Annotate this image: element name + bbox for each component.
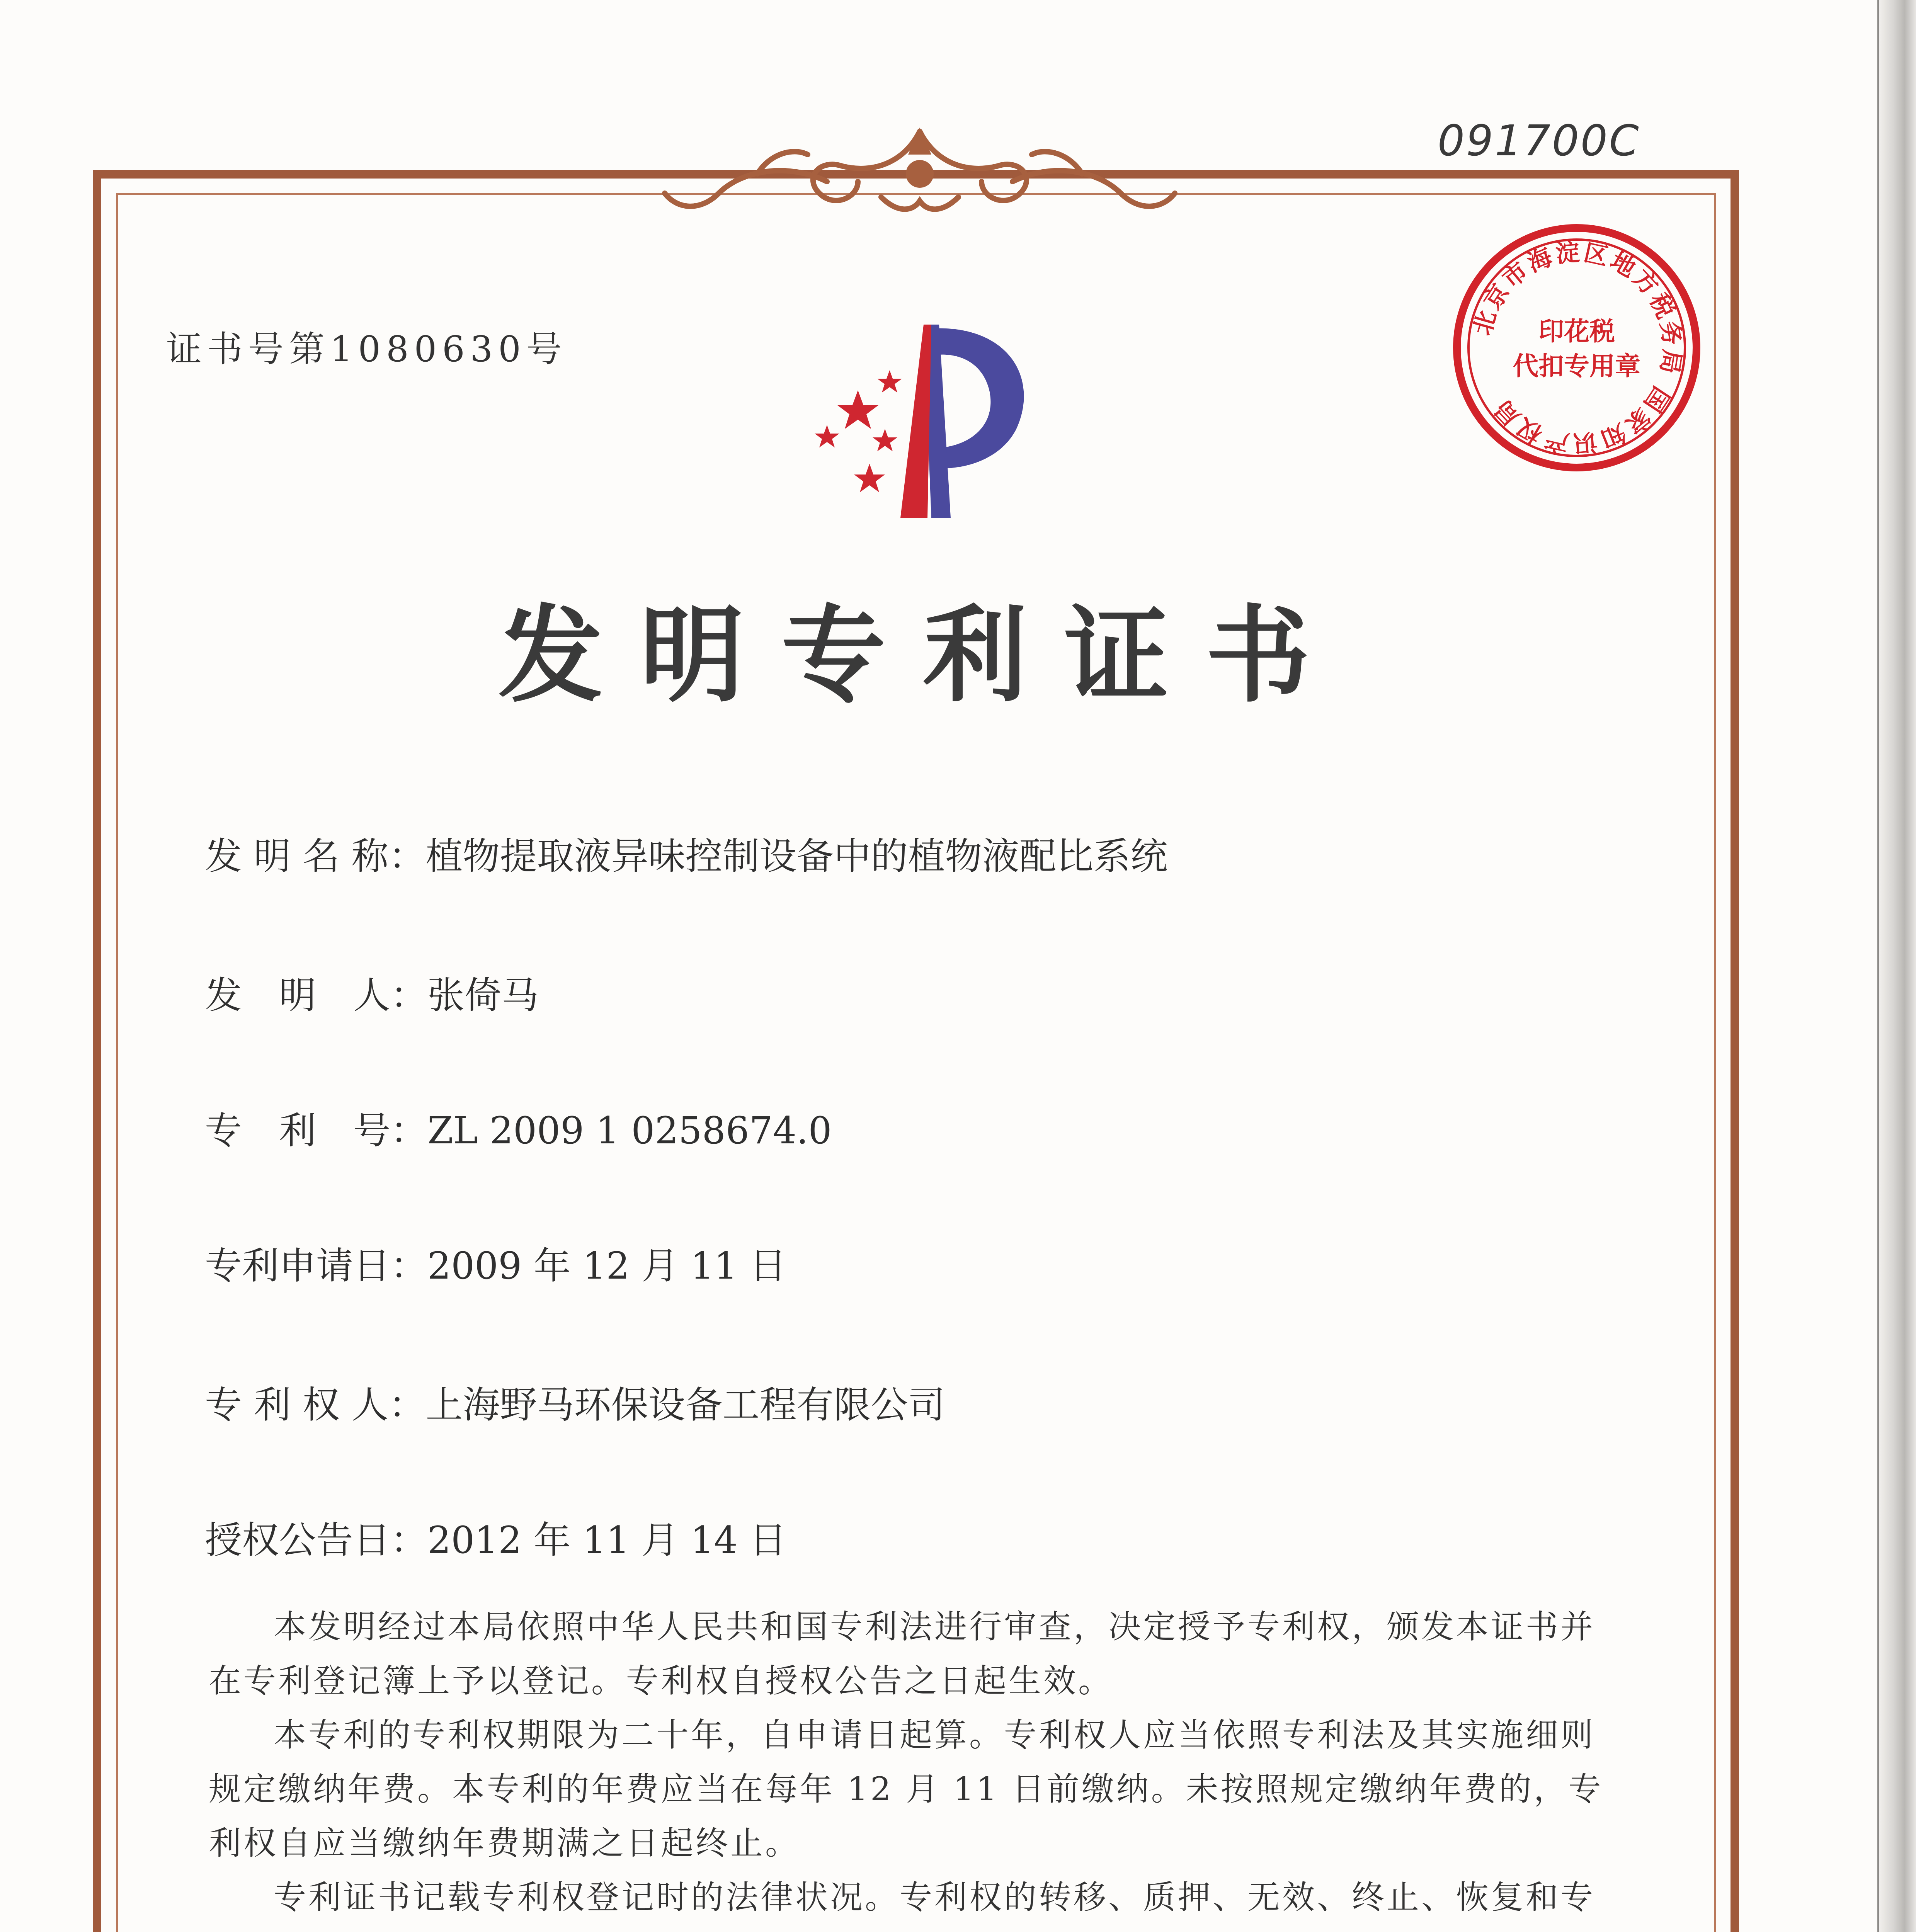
field-patent-number [205, 1101, 832, 1154]
certificate-number: 证书号第1080630号 [166, 328, 567, 370]
field-inventor [205, 966, 539, 1019]
svg-text:北京市海淀区地方税务局 国家知识产权局: 北京市海淀区地方税务局 国家知识产权局 [1468, 238, 1687, 458]
svg-text:代扣专用章: 代扣专用章 [1513, 351, 1640, 381]
paragraph-term: 本专利的专利权期限为二十年，自申请日起算。专利权人应当依照专利法及其实施细则规定缴纳年费。本专利的年费应当在每年 12 月 11 日前缴纳。未按照规定缴纳年费的，专利权自应当缴纳年费期满之日起终止。 [209, 1716, 1603, 1862]
page-title: 发明专利证书 [499, 594, 1347, 716]
field-value: 2009 年 12 月 11 日 [427, 1244, 787, 1287]
field-label: 发 明 人： [205, 974, 427, 1017]
paragraph-grant: 本发明经过本局依照中华人民共和国专利法进行审查，决定授予专利权，颁发本证书并在专利登记簿上予以登记。专利权自授权公告之日起生效。 [209, 1608, 1596, 1700]
field-label: 专 利 号： [205, 1109, 427, 1152]
scanned-page-edge-line [1877, 0, 1879, 1932]
field-grant-date [205, 1511, 786, 1564]
handwritten-note: 091700C [1438, 116, 1640, 165]
paragraph-legal-status: 专利证书记载专利权登记时的法律状况。专利权的转移、质押、无效、终止、恢复和专 [274, 1878, 1596, 1916]
patent-office-emblem [769, 301, 1063, 533]
scanned-page-edge [1878, 0, 1916, 1932]
field-value: 2012 年 11 月 14 日 [427, 1519, 787, 1562]
field-patentee [205, 1376, 945, 1429]
field-value: 张倚马 [427, 974, 539, 1017]
field-label: 专利申请日： [205, 1244, 427, 1287]
svg-text:印花税: 印花税 [1538, 316, 1615, 346]
top-ornament [642, 116, 1198, 232]
field-label: 授权公告日： [205, 1519, 427, 1562]
field-application-date [205, 1236, 786, 1289]
field-value: 上海野马环保设备工程有限公司 [425, 1383, 945, 1427]
field-invention-name [205, 827, 1168, 880]
stamp-duty-seal [1445, 216, 1708, 479]
field-value: 植物提取液异味控制设备中的植物液配比系统 [425, 835, 1168, 878]
field-label: 发 明 名 称： [205, 835, 426, 878]
field-value: ZL 2009 1 0258674.0 [427, 1109, 832, 1152]
field-label: 专 利 权 人： [205, 1383, 426, 1427]
